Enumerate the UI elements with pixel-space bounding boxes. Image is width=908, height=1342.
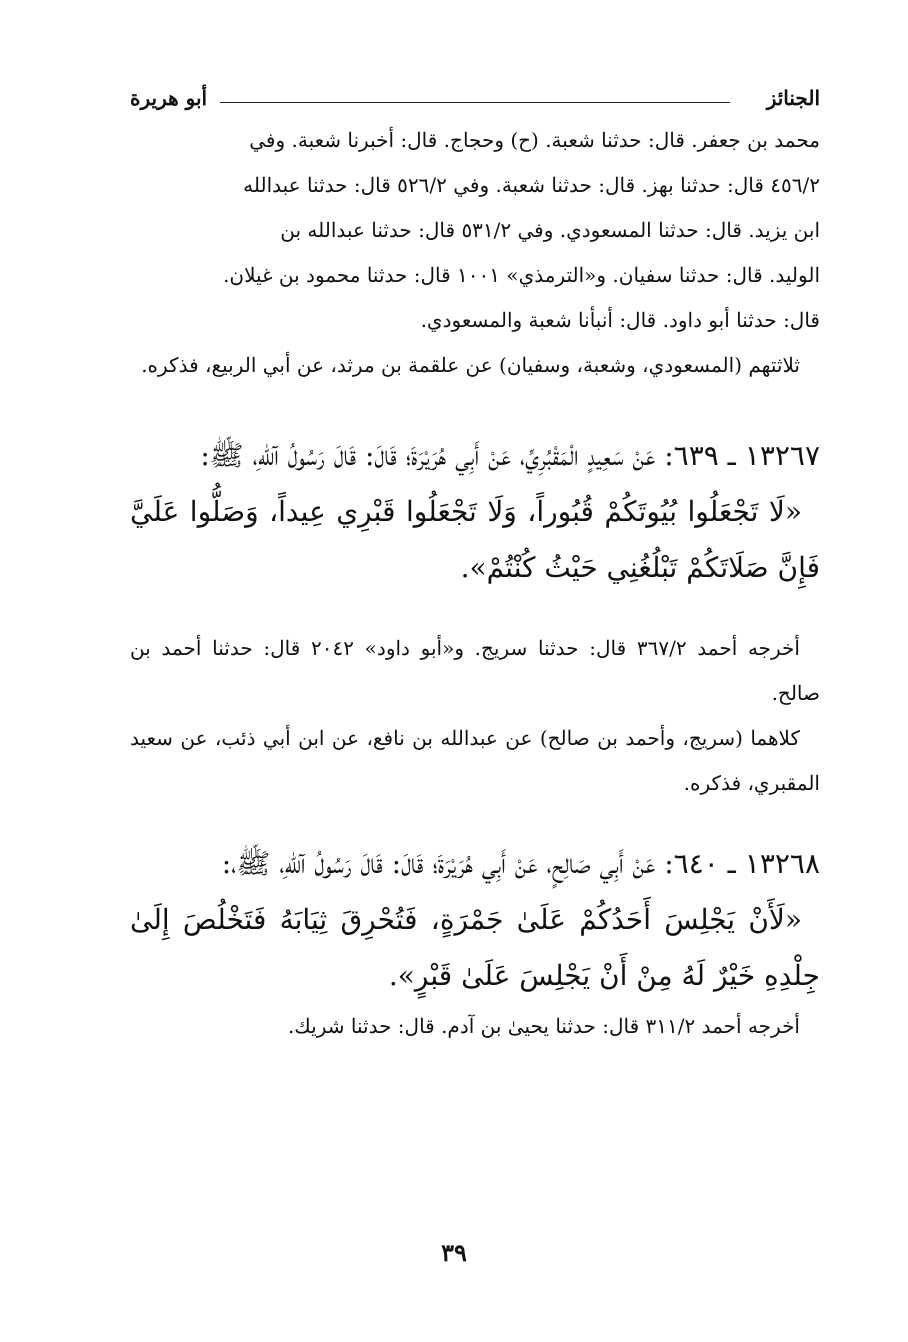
document-page xyxy=(130,80,820,1049)
spacer xyxy=(130,388,820,428)
hadith-text-13267: «لَا تَجْعَلُوا بُيُوتَكُمْ قُبُوراً، وَلَا تَجْعَلُوا قَبْرِي عِيداً، وَصَلُّوا عَلَيَّ فَإِنَّ صَلَاتَكُمْ تَبْلُغُنِي حَيْثُ كُنْتُمْ». xyxy=(130,495,820,584)
takhrij-summary: ثلاثتهم (المسعودي، وشعبة، وسفيان) عن علقمة بن مرثد، عن أبي الربيع، فذكره. xyxy=(141,353,800,377)
page-number: ٣٩ xyxy=(441,1238,467,1267)
header-rule xyxy=(220,102,730,103)
takhrij-line-4: الوليد. قال: حدثنا سفيان. و«الترمذي» ١٠٠١ قال: حدثنا محمود بن غيلان. xyxy=(223,263,820,287)
takhrij-line-1: محمد بن جعفر. قال: حدثنا شعبة. (ح) وحجاج. قال: أخبرنا شعبة. وفي xyxy=(249,128,820,152)
hadith-13267-takhrij: أخرجه أحمد ٣٦٧/٢ قال: حدثنا سريج. و«أبو داود» ٢٠٤٢ قال: حدثنا أحمد بن صالح. xyxy=(130,636,820,705)
hadith-heading-13268: ١٣٢٦٨ ـ ٦٤٠: عَنْ أَبِي صَالِحٍ، عَنْ أَبِي هُرَيْرَةَ؛ قَالَ: قَالَ رَسُولُ آللهِ، ﷺ،: xyxy=(221,847,820,880)
takhrij-line-2: ٤٥٦/٢ قال: حدثنا بهز. قال: حدثنا شعبة. وفي ٥٢٦/٢ قال: حدثنا عبدالله xyxy=(243,173,820,197)
spacer xyxy=(130,596,820,626)
narrator-title: أبو هريرة xyxy=(130,86,208,110)
hadith-13267-summary: كلاهما (سريج، وأحمد بن صالح) عن عبدالله بن نافع، عن ابن أبي ذئب، عن سعيد المقبري، فذكره. xyxy=(130,726,820,795)
hadith-heading-13267: ١٣٢٦٧ ـ ٦٣٩: عَنْ سَعِيدٍ الْمَقْبُرِيِّ، عَنْ أَبِي هُرَيْرَةَ؛ قَالَ: قَالَ رَسُولُ آللهِ، ﷺ: xyxy=(200,439,820,472)
hadith-text-13268: «لَأَنْ يَجْلِسَ أَحَدُكُمْ عَلَىٰ جَمْرَةٍ، فَتُحْرِقَ ثِيَابَهُ فَتَخْلُصَ إِلَىٰ جِلْدِهِ خَيْرٌ لَهُ مِنْ أَنْ يَجْلِسَ عَلَىٰ قَبْرٍ». xyxy=(130,903,820,992)
spacer xyxy=(130,806,820,836)
hadith-13268-takhrij: أخرجه أحمد ٣١١/٢ قال: حدثنا يحيىٰ بن آدم. قال: حدثنا شريك. xyxy=(287,1014,800,1038)
takhrij-line-5: قال: حدثنا أبو داود. قال: أنبأنا شعبة والمسعودي. xyxy=(420,308,820,332)
takhrij-line-3: ابن يزيد. قال: حدثنا المسعودي. وفي ٥٣١/٢ قال: حدثنا عبدالله بن xyxy=(280,218,820,242)
chapter-title: الجنائز xyxy=(766,86,820,110)
running-header xyxy=(130,80,820,114)
